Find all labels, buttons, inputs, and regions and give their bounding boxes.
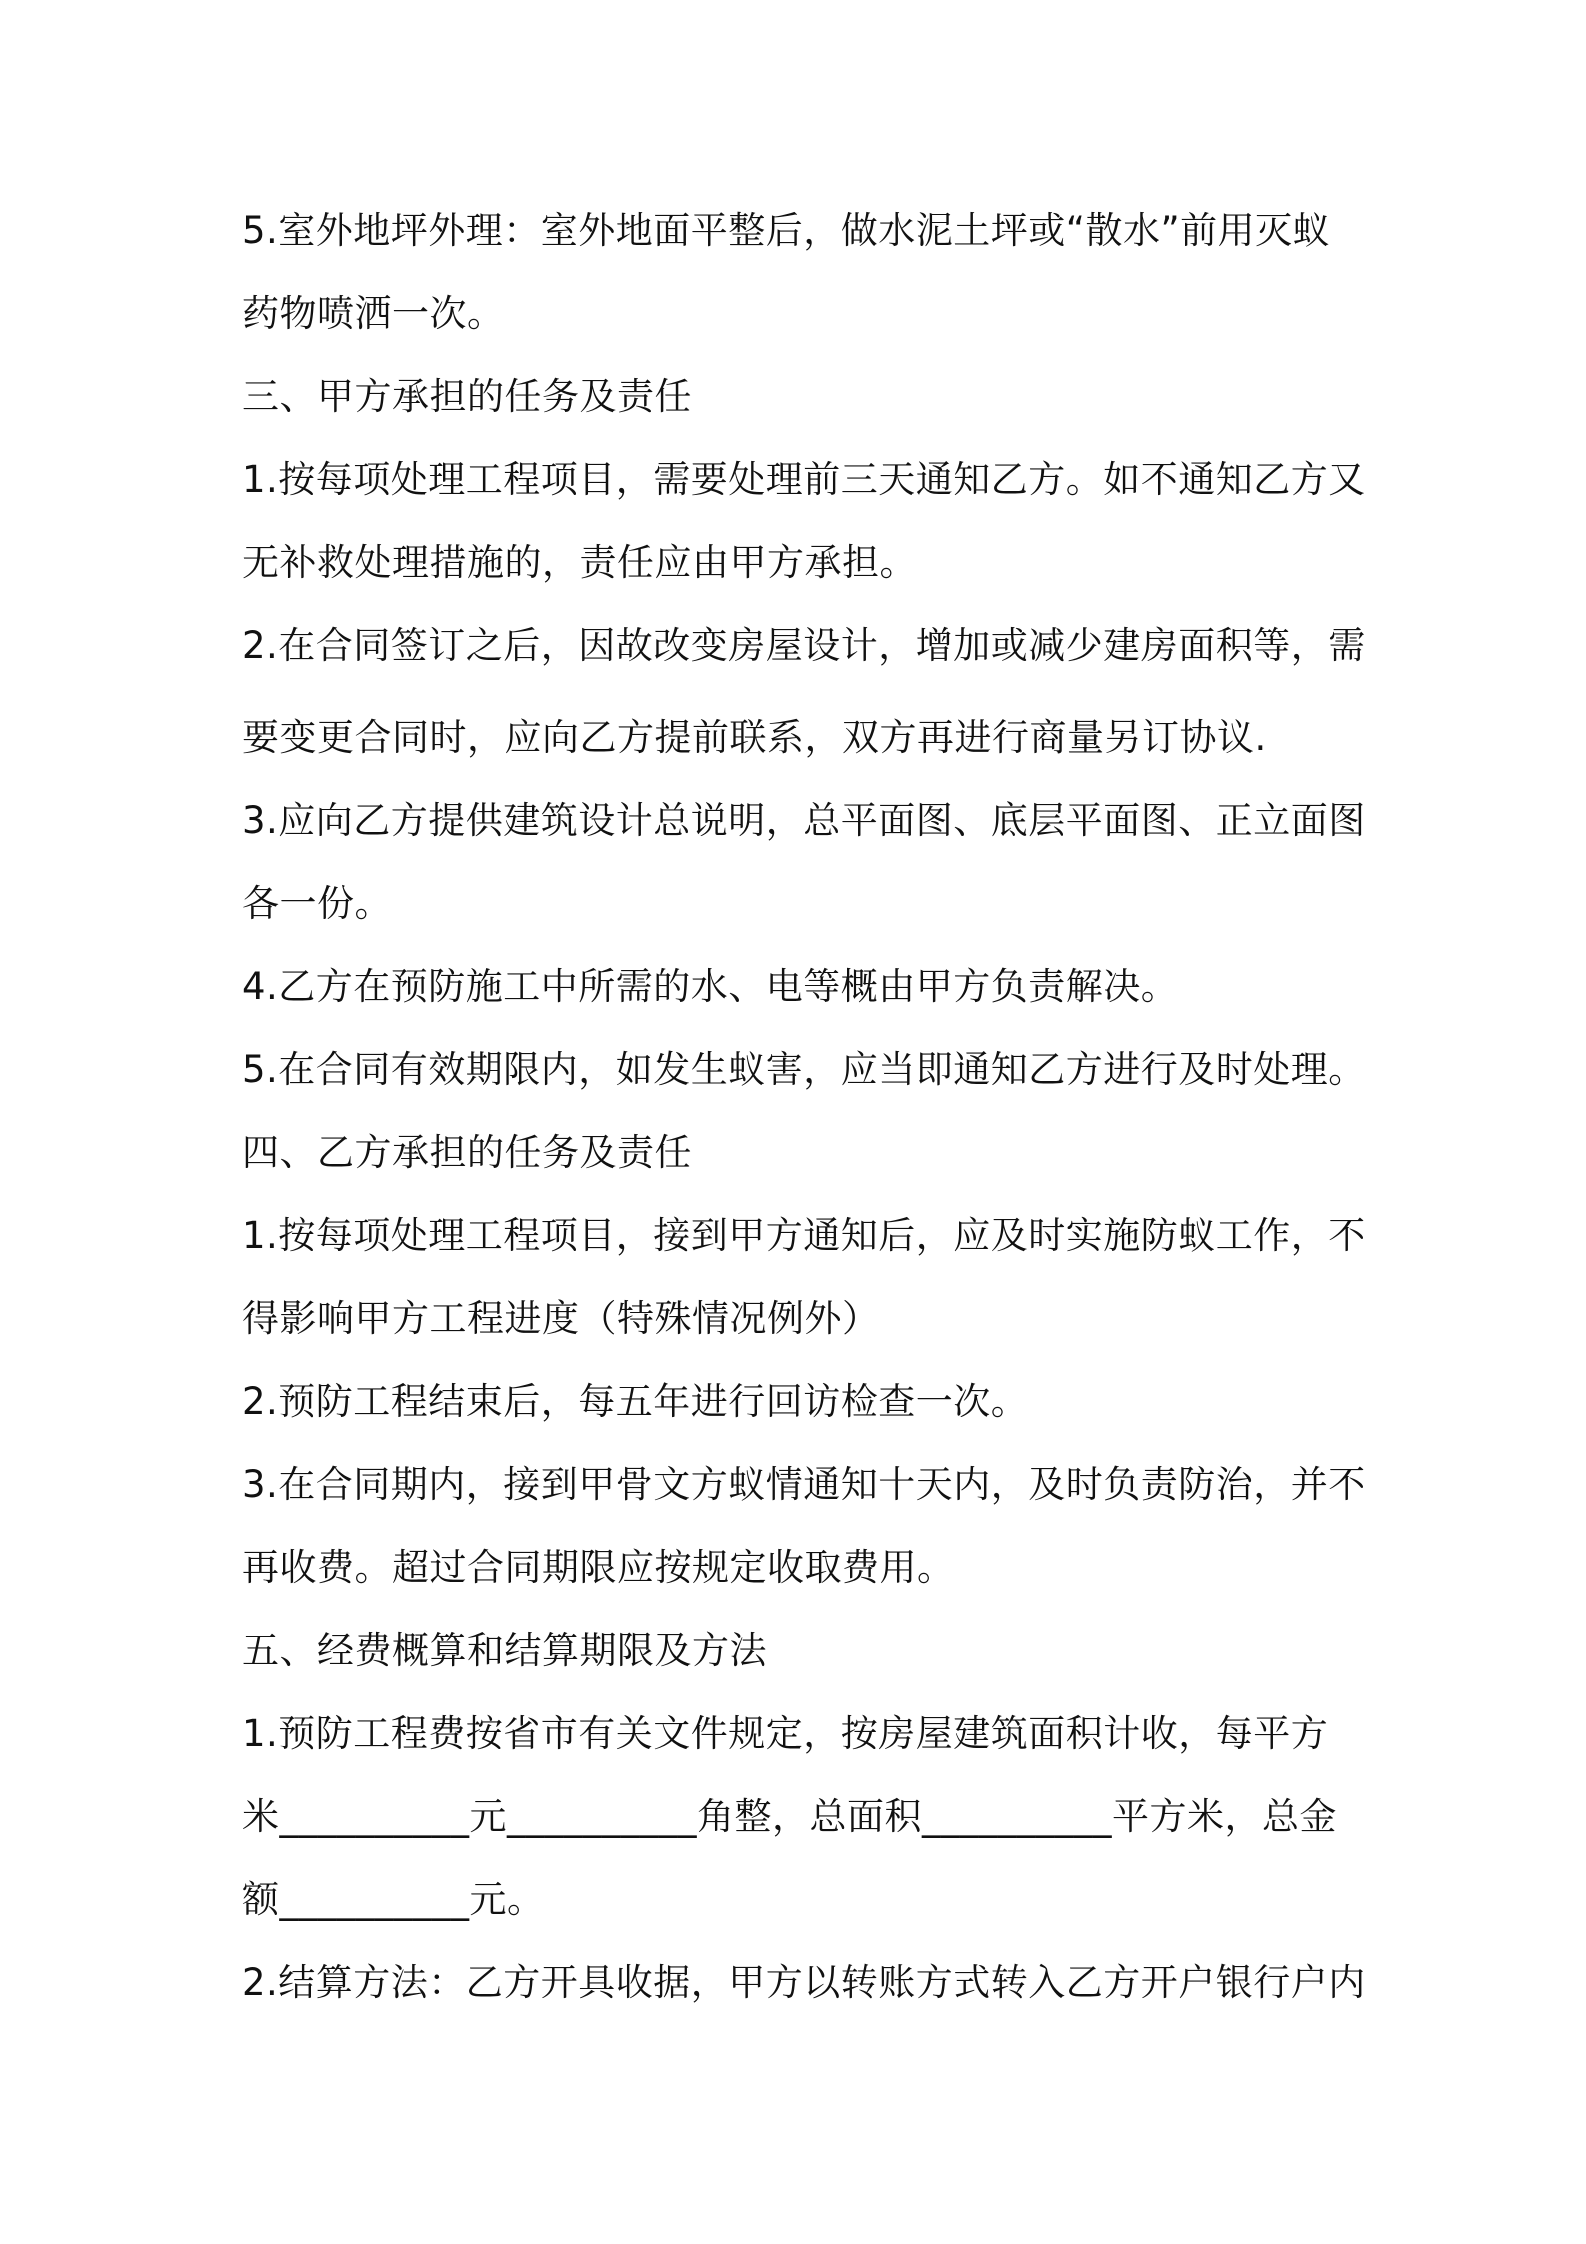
text-line: 1.预防工程费按省市有关文件规定，按房屋建筑面积计收，每平方	[242, 1712, 1329, 1755]
text-line: 3.应向乙方提供建筑设计总说明，总平面图、底层平面图、正立面图	[242, 799, 1366, 842]
text-line: 要变更合同时，应向乙方提前联系，双方再进行商量另订协议.	[242, 716, 1267, 759]
text-line: 3.在合同期内，接到甲骨文方蚁情通知十天内，及时负责防治，并不	[242, 1463, 1366, 1506]
section-heading: 三、甲方承担的任务及责任	[242, 375, 692, 418]
document-body	[242, 200, 1366, 2035]
text-line: 5.在合同有效期限内，如发生蚁害，应当即通知乙方进行及时处理。	[242, 1048, 1366, 1091]
text-line: 米__________元__________角整，总面积__________平方米，总金	[242, 1795, 1337, 1838]
text-line: 再收费。超过合同期限应按规定收取费用。	[242, 1546, 955, 1589]
text-line: 2.结算方法：乙方开具收据，甲方以转账方式转入乙方开户银行户内	[242, 1961, 1366, 2004]
text-line: 药物喷洒一次。	[242, 292, 505, 335]
section-heading: 四、乙方承担的任务及责任	[242, 1131, 692, 1174]
text-line: 2.预防工程结束后，每五年进行回访检查一次。	[242, 1380, 1029, 1423]
text-line: 4.乙方在预防施工中所需的水、电等概由甲方负责解决。	[242, 965, 1179, 1008]
section-heading: 五、经费概算和结算期限及方法	[242, 1629, 767, 1672]
text-line: 额__________元。	[242, 1878, 545, 1921]
text-line: 1.按每项处理工程项目，需要处理前三天通知乙方。如不通知乙方又	[242, 458, 1366, 501]
text-line: 各一份。	[242, 882, 392, 925]
text-line: 无补救处理措施的，责任应由甲方承担。	[242, 541, 917, 584]
text-line: 5.室外地坪外理：室外地面平整后，做水泥土坪或“散水”前用灭蚁	[242, 209, 1331, 252]
text-line: 2.在合同签订之后，因故改变房屋设计，增加或减少建房面积等，需	[242, 624, 1366, 667]
text-line: 得影响甲方工程进度（特殊情况例外）	[242, 1297, 880, 1340]
text-line: 1.按每项处理工程项目，接到甲方通知后，应及时实施防蚁工作，不	[242, 1214, 1366, 1257]
